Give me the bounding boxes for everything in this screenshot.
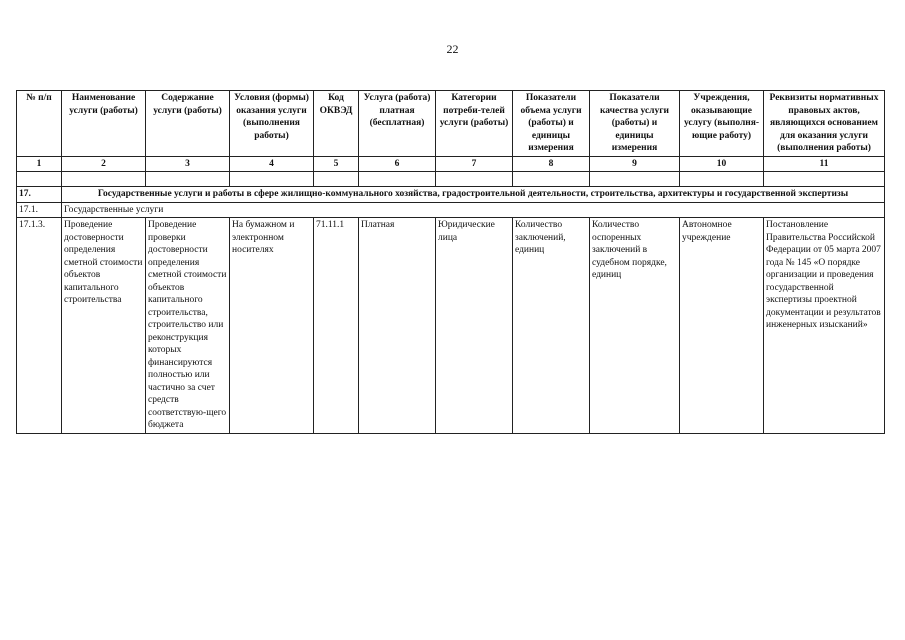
- service-content: Проведение проверки достоверности определения сметной стоимости объектов капитального строительства, строительство или реконструкция которых финансируются полностью или частично за счет средств соответствую-щего бюджета: [146, 218, 230, 434]
- page-number: 22: [446, 42, 459, 56]
- header-cell: Реквизиты нормативных правовых актов, являющихся основанием для оказания услуги (выполнения работы): [764, 91, 885, 157]
- volume-indicator: Количество заключений, единиц: [513, 218, 590, 434]
- column-number-row: [17, 156, 885, 172]
- column-number: 4: [230, 156, 314, 172]
- okved-code: 71.11.1: [314, 218, 359, 434]
- header-cell: Услуга (работа) платная (бесплатная): [359, 91, 436, 157]
- paid-status: Платная: [359, 218, 436, 434]
- column-number: 10: [680, 156, 764, 172]
- column-number: 1: [17, 156, 62, 172]
- service-conditions: На бумажном и электронном носителях: [230, 218, 314, 434]
- column-number: 11: [764, 156, 885, 172]
- header-cell: Условия (формы) оказания услуги (выполнения работы): [230, 91, 314, 157]
- service-name: Проведение достоверности определения сметной стоимости объектов капитального строительства: [62, 218, 146, 434]
- section-row: [17, 187, 885, 203]
- header-cell: Код ОКВЭД: [314, 91, 359, 157]
- header-cell: Показатели объема услуги (работы) и единицы измерения: [513, 91, 590, 157]
- column-number: 6: [359, 156, 436, 172]
- subsection-number: 17.1.: [17, 202, 62, 218]
- column-number: 5: [314, 156, 359, 172]
- column-number: 8: [513, 156, 590, 172]
- header-cell: Показатели качества услуги (работы) и единицы измерения: [590, 91, 680, 157]
- empty-row: [17, 172, 885, 187]
- subsection-row: [17, 202, 885, 218]
- subsection-title: Государственные услуги: [62, 202, 885, 218]
- table-row: [17, 218, 885, 434]
- section-title: Государственные услуги и работы в сфере жилищно-коммунального хозяйства, градостроительной деятельности, строительства, архитектуры и государственной экспертизы: [62, 187, 885, 203]
- column-number: 7: [436, 156, 513, 172]
- column-number: 2: [62, 156, 146, 172]
- header-cell: Содержание услуги (работы): [146, 91, 230, 157]
- quality-indicator: Количество оспоренных заключений в судебном порядке, единиц: [590, 218, 680, 434]
- header-cell: Категории потреби-телей услуги (работы): [436, 91, 513, 157]
- services-table: [16, 90, 885, 434]
- consumer-category: Юридические лица: [436, 218, 513, 434]
- column-number: 3: [146, 156, 230, 172]
- header-cell: Наименование услуги (работы): [62, 91, 146, 157]
- header-row: [17, 91, 885, 157]
- institution-type: Автономное учреждение: [680, 218, 764, 434]
- column-number: 9: [590, 156, 680, 172]
- section-number: 17.: [17, 187, 62, 203]
- legal-basis: Постановление Правительства Российской Федерации от 05 марта 2007 года № 145 «О порядке организации и проведения государственной экспертизы проектной документации и результатов инженерных изысканий»: [764, 218, 885, 434]
- header-cell: Учреждения, оказывающие услугу (выполня-ющие работу): [680, 91, 764, 157]
- header-cell: № п/п: [17, 91, 62, 157]
- row-number: 17.1.3.: [17, 218, 62, 434]
